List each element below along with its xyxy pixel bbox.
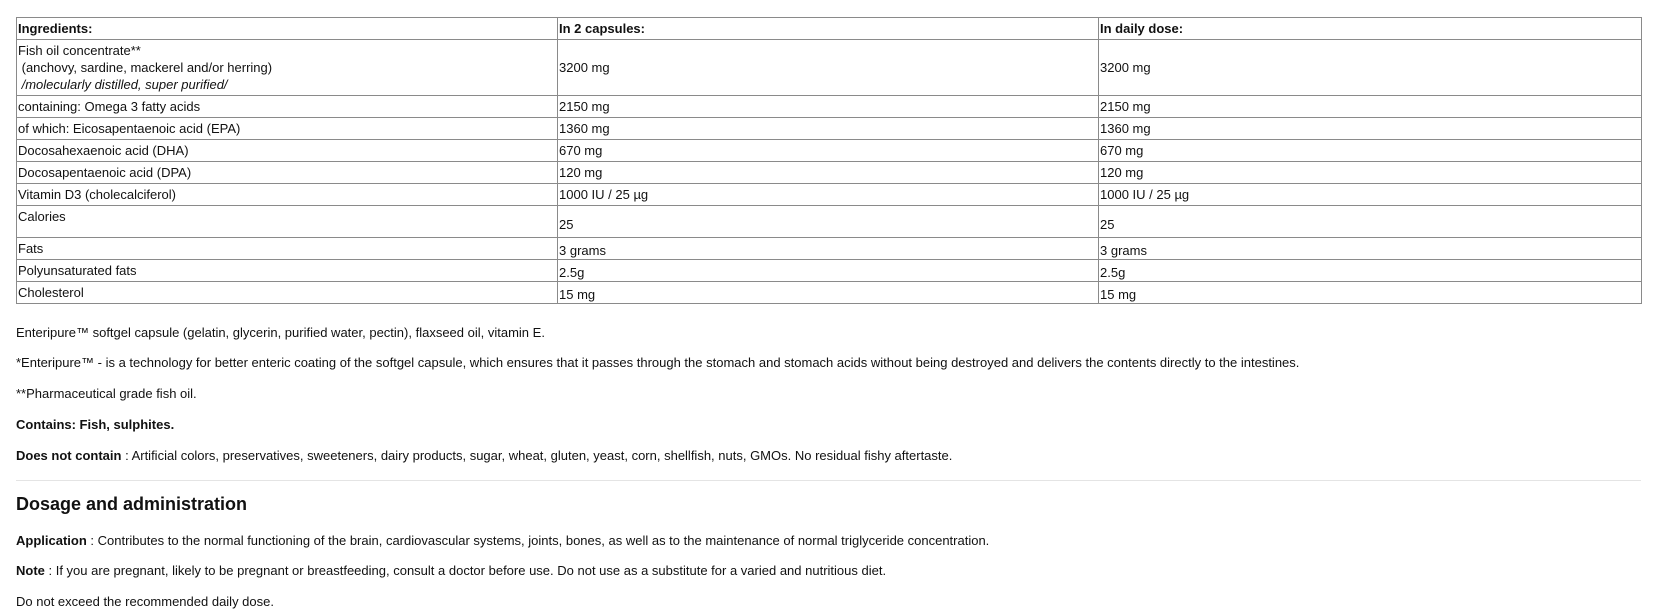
table-row [17, 118, 1642, 140]
ingredient-in-daily-dose: 2.5g [1099, 260, 1642, 282]
table-row [17, 184, 1642, 206]
table-row-fish-oil [17, 40, 1642, 96]
ingredient-name: Cholesterol [17, 282, 558, 304]
ingredient-in-daily-dose: 25 [1099, 206, 1642, 238]
ingredient-in-daily-dose: 1000 IU / 25 µg [1099, 184, 1642, 206]
header-ingredients: Ingredients: [17, 18, 558, 40]
table-row [17, 282, 1642, 304]
ingredient-name: Fats [17, 238, 558, 260]
ingredient-in-2-capsules: 3 grams [558, 238, 1099, 260]
application-note [16, 532, 989, 549]
does-not-contain-text: : Artificial colors, preservatives, sweeteners, dairy products, sugar, wheat, gluten, yeast, corn, shellfish, nuts, GMOs. No residual fishy aftertaste. [121, 448, 953, 463]
note-text: : If you are pregnant, likely to be pregnant or breastfeeding, consult a doctor before use. Do not use as a substitute for a varied and nutritious diet. [44, 563, 887, 578]
application-label: Application [16, 533, 87, 548]
table-row [17, 96, 1642, 118]
table-row [17, 140, 1642, 162]
ingredient-name: Polyunsaturated fats [17, 260, 558, 282]
fish-oil-in-daily-dose: 3200 mg [1099, 40, 1642, 96]
fish-oil-name-cell [17, 40, 558, 96]
ingredient-in-daily-dose: 670 mg [1099, 140, 1642, 162]
ingredient-in-daily-dose: 15 mg [1099, 282, 1642, 304]
ingredient-in-daily-dose: 120 mg [1099, 162, 1642, 184]
daily-dose-limit: Do not exceed the recommended daily dose. [16, 594, 274, 609]
header-in-2-capsules: In 2 capsules: [558, 18, 1099, 40]
table-header-row [17, 18, 1642, 40]
note-label: Note [16, 563, 45, 578]
enteripure-note: *Enteripure™ - is a technology for better enteric coating of the softgel capsule, which ensures that it passes through the stomach and stomach acids without being destroyed and delivers the contents directly to the intestines. [16, 355, 1300, 370]
application-text: : Contributes to the normal functioning of the brain, cardiovascular systems, joints, bones, as well as to the maintenance of normal triglyceride concentration. [86, 533, 990, 548]
does-not-contain-label: Does not contain [16, 448, 122, 463]
warning-note [16, 562, 886, 579]
pharma-grade-note: **Pharmaceutical grade fish oil. [16, 386, 197, 401]
ingredient-name: Calories [17, 206, 558, 238]
ingredient-in-2-capsules: 1000 IU / 25 µg [558, 184, 1099, 206]
ingredient-name: Docosapentaenoic acid (DPA) [17, 162, 558, 184]
ingredient-in-2-capsules: 2150 mg [558, 96, 1099, 118]
ingredient-in-2-capsules: 25 [558, 206, 1099, 238]
section-divider [16, 480, 1641, 481]
fish-oil-in-2-capsules: 3200 mg [558, 40, 1099, 96]
ingredient-in-2-capsules: 2.5g [558, 260, 1099, 282]
header-in-daily-dose: In daily dose: [1099, 18, 1642, 40]
dosage-heading: Dosage and administration [16, 494, 248, 514]
ingredient-name: Docosahexaenoic acid (DHA) [17, 140, 558, 162]
allergen-contains: Contains: Fish, sulphites. [16, 417, 175, 432]
fish-oil-name: Fish oil concentrate** [18, 43, 141, 58]
ingredients-table [16, 17, 1642, 304]
ingredient-in-2-capsules: 1360 mg [558, 118, 1099, 140]
table-row [17, 260, 1642, 282]
does-not-contain-note [16, 447, 952, 464]
fish-oil-species: (anchovy, sardine, mackerel and/or herring) [18, 60, 273, 75]
ingredient-in-2-capsules: 120 mg [558, 162, 1099, 184]
fish-oil-process: /molecularly distilled, super purified/ [18, 77, 228, 92]
ingredient-in-daily-dose: 2150 mg [1099, 96, 1642, 118]
capsule-note: Enteripure™ softgel capsule (gelatin, glycerin, purified water, pectin), flaxseed oil, vitamin E. [16, 325, 545, 340]
ingredient-in-2-capsules: 15 mg [558, 282, 1099, 304]
table-row [17, 238, 1642, 260]
ingredient-name: of which: Eicosapentaenoic acid (EPA) [17, 118, 558, 140]
ingredient-in-daily-dose: 1360 mg [1099, 118, 1642, 140]
ingredient-in-daily-dose: 3 grams [1099, 238, 1642, 260]
ingredient-in-2-capsules: 670 mg [558, 140, 1099, 162]
ingredient-name: containing: Omega 3 fatty acids [17, 96, 558, 118]
table-row [17, 206, 1642, 238]
ingredient-name: Vitamin D3 (cholecalciferol) [17, 184, 558, 206]
table-row [17, 162, 1642, 184]
